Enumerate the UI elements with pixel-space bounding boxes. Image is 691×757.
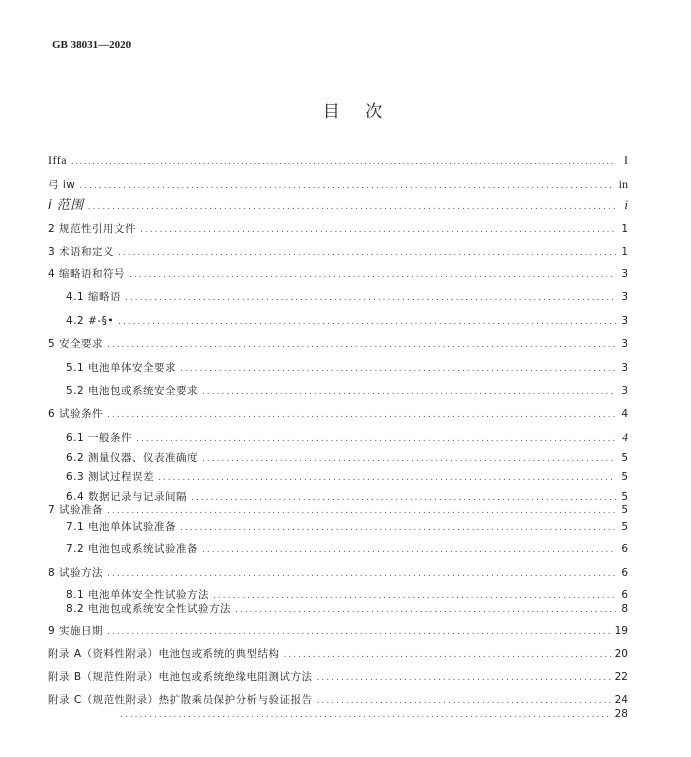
toc-entry-6-1[interactable] [66,430,628,446]
dot-leader [317,694,611,708]
toc-entry-7-1[interactable] [66,520,628,535]
toc-entry-7[interactable] [48,503,628,518]
toc-entry-4-2[interactable] [66,314,628,329]
dot-leader [158,471,616,485]
toc-entry-foreword[interactable] [48,153,628,168]
dot-leader [118,246,616,260]
toc-entry-page: 6 [621,543,628,555]
dot-leader [140,223,616,237]
toc-entry-page: 22 [614,671,628,683]
toc-entry-page: 4 [622,430,628,444]
toc-entry-4[interactable] [48,267,628,282]
dot-leader [125,291,616,305]
toc-entry-appendix-c[interactable] [48,693,628,708]
toc-entry-title: 附录 C（规范性附录）热扩散乘员保护分析与验证报告 [48,694,313,706]
toc-entry-page: 8 [621,603,628,615]
toc-entry-6-2[interactable] [66,451,628,466]
dot-leader [235,603,616,617]
dot-leader [136,432,616,446]
toc-title: 目 次 [322,102,393,122]
toc-entry-page: in [618,177,628,191]
dot-leader [118,315,616,329]
dot-leader [202,385,616,399]
dot-leader [202,452,616,466]
toc-entry-title: 6 试验条件 [48,408,104,420]
toc-entry-page: 5 [621,521,628,533]
toc-entry-page: 28 [614,708,628,720]
toc-entry-page: I [624,153,628,167]
toc-entry-title: 6.3 测试过程误差 [66,471,155,483]
toc-entry-title: 4.1 缩略语 [66,291,122,303]
toc-entry-title: 8 试验方法 [48,567,104,579]
dot-leader [88,200,616,214]
dot-leader [107,338,616,352]
toc-entry-7-2[interactable] [66,542,628,557]
toc-entry-page: 1 [621,223,628,235]
toc-entry-page: 20 [614,648,628,660]
toc-entry-continuation[interactable] [120,708,628,720]
dot-leader [120,710,611,720]
toc-entry-5-2[interactable] [66,384,628,399]
toc-entry-title: 5.2 电池包或系统安全要求 [66,385,199,397]
dot-leader [107,504,616,518]
toc-entry-page: 5 [621,471,628,483]
toc-entry-6-3[interactable] [66,470,628,485]
toc-entry-title: 8.2 电池包或系统安全性试验方法 [66,603,232,615]
toc-entry-appendix-a[interactable] [48,647,628,662]
toc-entry-8[interactable] [48,566,628,581]
dot-leader [129,268,616,282]
toc-entry-title: 6.2 测量仪器、仪表准确度 [66,452,199,464]
dot-leader [107,625,611,639]
toc-entry-appendix-b[interactable] [48,670,628,685]
toc-entry-page: 3 [621,338,628,350]
toc-entry-title: 弓 iw [48,179,76,191]
toc-entry-title: 4.2 #-§• [66,315,115,327]
toc-entry-4-1[interactable] [66,290,628,305]
toc-entry-title: 2 规范性引用文件 [48,223,137,235]
toc-entry-2[interactable] [48,222,628,237]
dot-leader [317,671,611,685]
toc-entry-page: 3 [621,268,628,280]
toc-entry-8-2[interactable] [66,602,628,617]
toc-entry-6[interactable] [48,407,628,422]
toc-entry-title: 7.2 电池包或系统试验准备 [66,543,199,555]
toc-entry-introduction[interactable] [48,177,628,193]
toc-entry-title: 5.1 电池单体安全要求 [66,362,177,374]
toc-entry-page: i [624,197,628,212]
toc-entry-3[interactable] [48,245,628,260]
toc-entry-page: 1 [621,246,628,258]
toc-entry-title: 附录 A（资料性附录）电池包或系统的典型结构 [48,648,280,660]
dot-leader [71,154,616,168]
dot-leader [107,408,616,422]
toc-entry-title: i 范围 [48,198,84,213]
dot-leader [202,543,616,557]
toc-entry-title: 8.1 电池单体安全性试验方法 [66,589,210,601]
dot-leader [180,521,616,535]
toc-entry-title: 6.4 数据记录与记录间隔 [66,491,188,503]
toc-entry-page: 3 [621,315,628,327]
toc-entry-title: 7 试验准备 [48,504,104,516]
toc-entry-page: 5 [621,491,628,503]
dot-leader [180,362,616,376]
toc-entry-page: 3 [621,291,628,303]
toc-entry-page: 3 [621,385,628,397]
toc-entry-9[interactable] [48,624,628,639]
toc-entry-title: 3 术语和定义 [48,246,115,258]
dot-leader [107,567,616,581]
toc-entry-5[interactable] [48,337,628,352]
toc-entry-5-1[interactable] [66,361,628,376]
toc-entry-title: 7.1 电池单体试验准备 [66,521,177,533]
toc-entry-page: 19 [614,625,628,637]
toc-entry-8-1[interactable] [66,588,628,603]
dot-leader [213,589,616,603]
toc-entry-page: 6 [621,567,628,579]
toc-entry-page: 4 [621,408,628,420]
toc-entry-title: 9 实施日期 [48,625,104,637]
toc-entry-title: Iffa [48,153,68,167]
toc-entry-page: 5 [621,452,628,464]
toc-entry-title: 6.1 一般条件 [66,432,133,444]
dot-leader [79,179,614,193]
toc-entry-title: 附录 B（规范性附录）电池包或系统绝缘电阻测试方法 [48,671,313,683]
toc-entry-page: 6 [621,589,628,601]
dot-leader [284,648,611,662]
toc-entry-page: 24 [614,694,628,706]
toc-entry-page: 3 [621,362,628,374]
toc-entry-title: 4 缩略语和符号 [48,268,126,280]
document-code: GB 38031—2020 [52,39,132,51]
toc-entry-page: 5 [621,504,628,516]
toc-entry-title: 5 安全要求 [48,338,104,350]
toc-entry-scope[interactable] [48,198,628,214]
